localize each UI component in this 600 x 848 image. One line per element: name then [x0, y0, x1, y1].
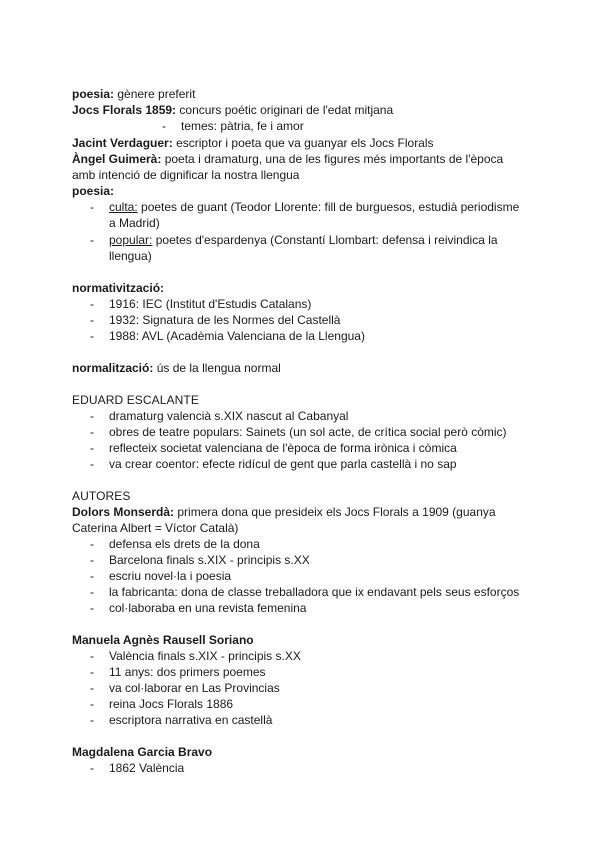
list-item: Barcelona finals s.XIX - principis s.XX — [109, 553, 310, 567]
poesia-line — [72, 86, 195, 102]
bullet-dash: - — [90, 313, 94, 327]
poesia-term: poesia: — [72, 87, 115, 101]
list-item: 1916: IEC (Institut d'Estudis Catalans) — [109, 297, 312, 311]
culta-text: poetes de guant (Teodor Llorente: fill de burguesos, estudià periodisme — [141, 200, 520, 214]
bullet-dash: - — [90, 329, 94, 343]
bullet-dash: - — [90, 200, 94, 214]
list-item: 1862 València — [109, 761, 185, 775]
bullet-dash: - — [90, 553, 94, 567]
poesia-heading: poesia: — [72, 184, 115, 198]
bullet-dash: - — [90, 697, 94, 711]
list-item: reflecteix societat valenciana de l'època de forma irònica i còmica — [109, 441, 457, 455]
angel-guimera-cont: amb intenció de dignificar la nostra llengua — [72, 168, 300, 182]
bullet-dash: - — [90, 585, 94, 599]
bullet-dash: - — [90, 601, 94, 615]
list-item: obres de teatre populars: Sainets (un sol acte, de crítica social però còmic) — [109, 425, 507, 439]
dolors-monserda-line — [72, 504, 496, 520]
jacint-verdaguer-def: escriptor i poeta que va guanyar els Jocs Florals — [176, 136, 434, 150]
dolors-monserda-def: primera dona que presideix els Jocs Florals a 1909 (guanya — [177, 505, 496, 519]
bullet-dash: - — [90, 537, 94, 551]
bullet-dash: - — [90, 441, 94, 455]
list-item: València finals s.XIX - principis s.XX — [109, 649, 301, 663]
popular-cont: llengua) — [109, 249, 152, 263]
popular-label: popular: — [109, 233, 153, 247]
jocs-florals-temes: temes: pàtria, fe i amor — [181, 119, 304, 133]
popular-text: poetes d'espardenya (Constantí Llombart: defensa i reivindica la — [155, 233, 498, 247]
bullet-dash: - — [162, 119, 166, 133]
eduard-escalante-heading: EDUARD ESCALANTE — [72, 393, 199, 407]
bullet-dash: - — [90, 649, 94, 663]
bullet-dash: - — [90, 457, 94, 471]
manuela-rausell-heading: Manuela Agnès Rausell Soriano — [72, 633, 254, 647]
bullet-dash: - — [90, 569, 94, 583]
bullet-dash: - — [90, 297, 94, 311]
jacint-verdaguer-term: Jacint Verdaguer: — [72, 136, 173, 150]
bullet-dash: - — [90, 409, 94, 423]
list-item: escriptora narrativa en castellà — [109, 713, 273, 727]
magdalena-garcia-heading: Magdalena Garcia Bravo — [72, 745, 213, 759]
jocs-florals-line — [72, 102, 393, 118]
culta-label: culta: — [109, 200, 138, 214]
list-item: va col·laborar en Las Provincias — [109, 681, 280, 695]
normalitzacio-def: ús de la llengua normal — [156, 361, 281, 375]
angel-guimera-line — [72, 151, 503, 167]
list-item: la fabricanta: dona de classe treballadora que ix endavant pels seus esforços — [109, 585, 520, 599]
culta-cont: a Madrid) — [109, 216, 160, 230]
list-item: dramaturg valencià s.XIX nascut al Cabanyal — [109, 409, 349, 423]
list-item: 1932: Signatura de les Normes del Castellà — [109, 313, 341, 327]
bullet-dash: - — [90, 665, 94, 679]
bullet-dash: - — [90, 425, 94, 439]
popular-item — [109, 232, 498, 248]
jacint-verdaguer-line — [72, 135, 434, 151]
normativitzacio-heading: normativització: — [72, 281, 165, 295]
jocs-florals-def: concurs poétic originari de l'edat mitjana — [179, 103, 394, 117]
list-item: 11 anys: dos primers poemes — [109, 665, 266, 679]
culta-item — [109, 199, 519, 215]
list-item: col·laboraba en una revista femenina — [109, 601, 307, 615]
bullet-dash: - — [90, 681, 94, 695]
autores-heading: AUTORES — [72, 489, 131, 503]
list-item: reina Jocs Florals 1886 — [109, 697, 234, 711]
dolors-monserda-cont: Caterina Albert = Víctor Català) — [72, 521, 239, 535]
poesia-def: gènere preferit — [117, 87, 196, 101]
jocs-florals-term: Jocs Florals 1859: — [72, 103, 177, 117]
normalitzacio-term: normalització: — [72, 361, 154, 375]
list-item: escriu novel·la i poesia — [109, 569, 232, 583]
angel-guimera-term: Àngel Guimerà: — [72, 152, 162, 166]
bullet-dash: - — [90, 713, 94, 727]
list-item: 1988: AVL (Acadèmia Valenciana de la Llengua) — [109, 329, 365, 343]
bullet-dash: - — [90, 233, 94, 247]
normalitzacio-line — [72, 360, 281, 376]
list-item: defensa els drets de la dona — [109, 537, 260, 551]
dolors-monserda-term: Dolors Monserdà: — [72, 505, 175, 519]
bullet-dash: - — [90, 761, 94, 775]
angel-guimera-def: poeta i dramaturg, una de les figures més importants de l'època — [164, 152, 504, 166]
list-item: va crear coentor: efecte ridícul de gent que parla castellà i no sap — [109, 457, 457, 471]
